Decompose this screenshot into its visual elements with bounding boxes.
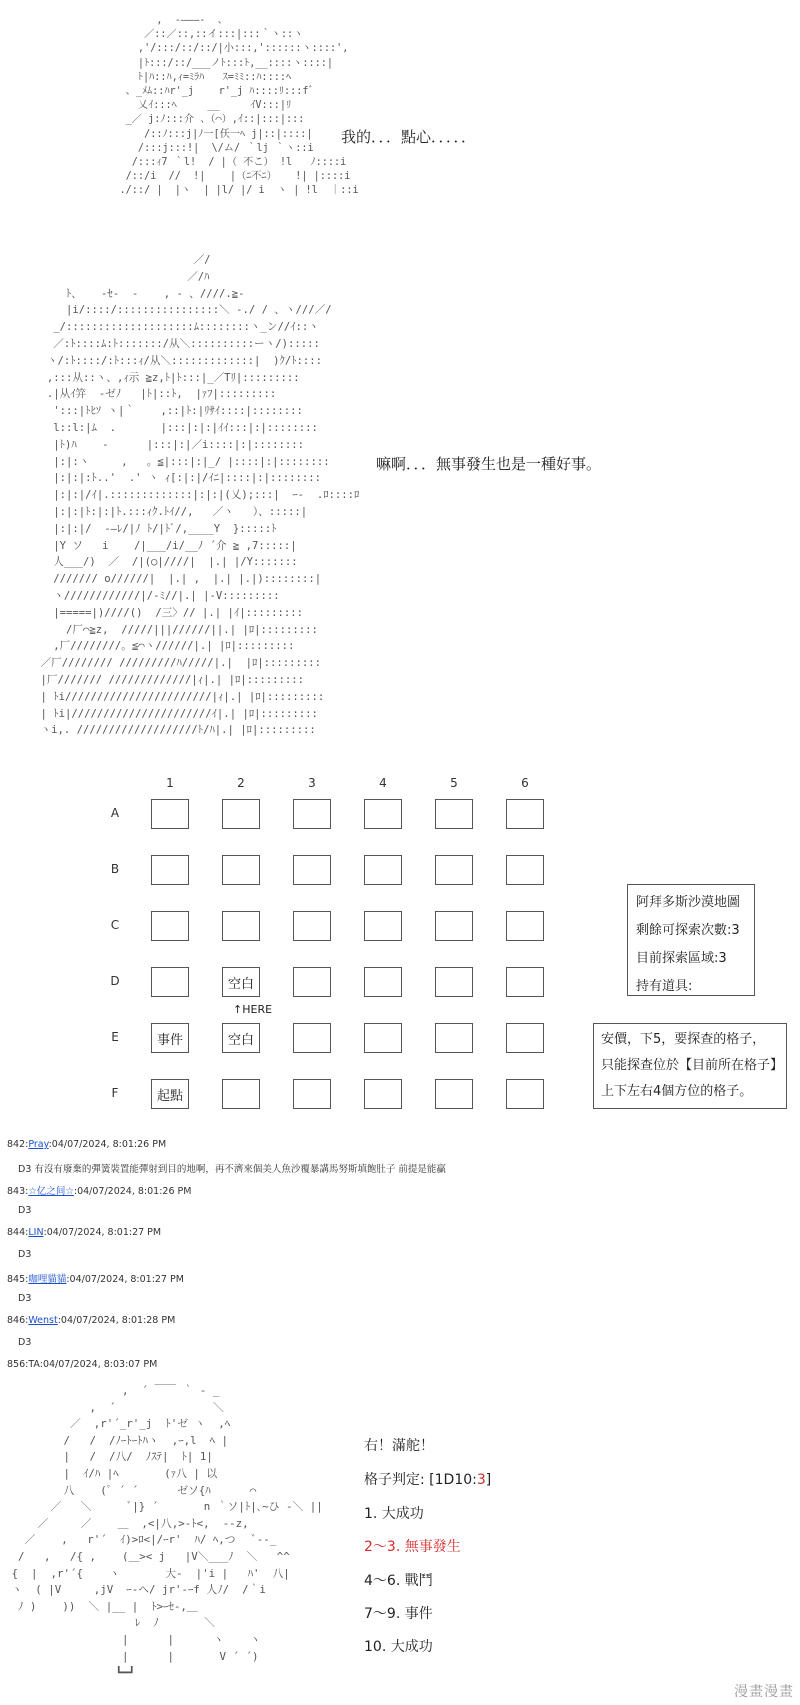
map-cell-d6 <box>506 967 544 997</box>
map-cell-c1 <box>151 911 189 941</box>
map-cell-b3 <box>293 855 331 885</box>
map-cell-a2 <box>222 799 260 829</box>
map-cell-b6 <box>506 855 544 885</box>
post-number: 842: <box>7 1139 29 1150</box>
post-header <box>7 1139 166 1150</box>
watermark: 漫畫漫畫 <box>734 1684 794 1700</box>
row-label-b: B <box>110 862 120 876</box>
speech-line-1: 我的．．．點心．．．．． <box>341 128 477 146</box>
map-cell-f4 <box>364 1079 402 1109</box>
post-number: 843: <box>7 1186 29 1197</box>
column-label-5: 5 <box>450 776 458 790</box>
roll-value: 3 <box>476 1472 486 1488</box>
anchor-note-box <box>593 1023 787 1109</box>
map-cell-e3 <box>293 1023 331 1053</box>
map-cell-d4 <box>364 967 402 997</box>
map-cell-e4 <box>364 1023 402 1053</box>
post-username-link[interactable]: LIN <box>28 1227 44 1238</box>
map-cell-b2 <box>222 855 260 885</box>
post-number: 846: <box>7 1315 29 1326</box>
row-label-a: A <box>110 806 120 820</box>
map-cell-b4 <box>364 855 402 885</box>
row-label-c: C <box>110 918 120 932</box>
map-cell-b1 <box>151 855 189 885</box>
status-current-area: 目前探索區域:3 <box>636 951 727 966</box>
map-cell-e5 <box>435 1023 473 1053</box>
post-body: D3 <box>18 1293 32 1304</box>
post-username-link[interactable]: Pray <box>28 1139 49 1150</box>
post-number: 845: <box>7 1274 29 1285</box>
map-cell-e2: 空白 <box>222 1023 260 1053</box>
post-body: D3 <box>18 1249 32 1260</box>
note-line-3: 上下左右4個方位的格子。 <box>601 1084 753 1099</box>
map-cell-c3 <box>293 911 331 941</box>
outcome-item: 1. 大成功 <box>364 1506 424 1522</box>
outcome-item: 7～9. 事件 <box>364 1606 433 1622</box>
map-cell-a4 <box>364 799 402 829</box>
column-label-4: 4 <box>379 776 387 790</box>
post-timestamp: :04/07/2024, 8:01:26 PM <box>73 1186 192 1197</box>
map-cell-d2: 空白 <box>222 967 260 997</box>
map-cell-c5 <box>435 911 473 941</box>
map-cell-a6 <box>506 799 544 829</box>
speech-line-2: 嘛啊．．．無事發生也是一種好事。 <box>376 455 602 473</box>
post-header <box>7 1315 175 1326</box>
map-cell-f5 <box>435 1079 473 1109</box>
post-header <box>7 1183 191 1197</box>
column-label-1: 1 <box>166 776 174 790</box>
map-cell-d3 <box>293 967 331 997</box>
ascii-art-character-2: ／/ ／/ﾊ ﾄ、 -ｾ- ‐ , ‐ 、////.≧‐ |i/::::/::::::::::::::::＼ ‐./ / 、ヽ///／/ _/::::::::::::::::::::ﾑ::::::::ヽ_ン//ｲ::ヽ ／:ﾄ::::ﾑ:ﾄ:::::::/从＼::::::::::ーヽ/)::::: ヽ/:ﾄ::::/:ﾄ:::ｨ/从＼:::::::::::::| )ｸ/ﾄ:::: ,:::从::ヽ、,ｨ示 ≧z,ﾄ|ﾄ:::|_／Tﾘ|::::::::: .|从ｲ笄 ‐ゼﾉ |ﾄ|::ﾄ, |ｧﾌ|::::::::: ':::|ﾄﾋｿ ヽ|｀ ,::|ﾄ:|ﾘｻｲ::::|:::::::: l::l:|ﾑ . |:::|:|:|ｲｲ:::|:|:::::::: |ﾄ)ﾊ ‐ |:::|:|／i::::|:|:::::::: |:|:ヽ , 。≦|:::|:|_/ |::::|:|:::::::: |:|:|:ﾄ..' .' ヽ ｨ[:|:|/ｲﾆ|::::|:|:::::::: |:|:|/ｲ|.:::::::::::::|:|:|(乂);:::| ｰ‐ .ﾛ::::ﾛ |:|:|ﾄ:|:|ﾄ.:::ｨｸ.ﾄｲ//, ／ヽ ）、:::::| |:|:|/ ‐―ﾚ/|ﾉ ﾄ/|ﾄﾞ/,____Y }:::::ﾄ |Y ソ i /|___/i/__ﾉ ´介 ≧ ,7:::::| 人___/) ／ /|(○|////| |.| |/Y::::::: /////// o//////| |.| , |.| |.|)::::::::| ヽ////////////|/‐ﾐ//|.| |‐V::::::::: |=====|)////() /三〉// |.| |ｲ|::::::::: /厂⌒≧z, /////|||//////||.| |ﾛ|::::::::: ,厂////////。≦⌒ヽ//////|.| |ﾛ|::::::::: ／厂//////// /////////ﾊ/////|.| |ﾛ|::::::::: |厂/////// /////////////|ｨ|.| |ﾛ|::::::::: | ﾄi///////////////////////|ｨ|.| |ﾛ|::::::::: | ﾄi|//////////////////////ｲ|.| |ﾛ|::::::::: ヽi,. ///////////////////ﾄ/ﾊ|.| |ﾛ|::::::::: <box>40 254 360 737</box>
post-body: D3 有沒有廢棄的彈簧裝置能彈射到目的地啊，再不濟來個美人魚沙覆暴講馬努斯填飽肚子 前提是能贏 <box>18 1164 446 1175</box>
roll-result <box>364 1469 491 1489</box>
map-cell-a5 <box>435 799 473 829</box>
column-label-2: 2 <box>237 776 245 790</box>
post-body: D3 <box>18 1205 32 1216</box>
outcome-item: 4～6. 戰鬥 <box>364 1573 433 1589</box>
post-timestamp: :04/07/2024, 8:01:28 PM <box>57 1315 176 1326</box>
map-cell-e1: 事件 <box>151 1023 189 1053</box>
post-username-link[interactable]: 咖哩貓貓 <box>28 1274 67 1285</box>
map-cell-a3 <box>293 799 331 829</box>
post-number: 844: <box>7 1227 29 1238</box>
post-timestamp: :04/07/2024, 8:01:26 PM <box>48 1139 167 1150</box>
post-timestamp: :04/07/2024, 8:03:07 PM <box>39 1359 158 1370</box>
ascii-art-character-3: , ´ ￣￣ ｀ ‐ _ , ´ ＼ ／ ,r'´_r'_j ﾄ'ゼ ヽ ,ﾍ / / /ﾉｰﾄｰﾄﾊヽ ,ｰ,l ﾍ | | / /八/ ﾉｽﾃ| ﾄ| 1| | ｲ/ﾊ |ﾍ (ｧ八 | 以 八 (ﾟ ´ ´ ゼソ{ﾊ ⌒ ／ ＼ ﾞ|} ´ n ｀ソ|ﾄ|､~ひ ‐＼ || ／ ／ ＿ ,<|八,>‐ﾄ<, ‐-z, ／ , r'´ ｲ)>ﾛ<|/ｰr' ﾊ/ ﾍ,つ ﾞ‐-_ / , /{ , (＿>< j |V＼___ﾉ ＼ ^^ { | ,r'´{ ヽ 大‐ |'i | ﾊ' 八| ヽ ( |V ,jV ｰ‐ヘ/ jr'‐ｰf 人ﾉ/ /｀i ﾉ ) )) ＼ |__ | ﾄ>ｰｾ‐,＿ ﾚ ﾉ ＼ | | ヽ ヽ | | V ´ ´) ┗━┛ <box>11 1384 323 1680</box>
note-line-1: 安價，下5，要探查的格子， <box>601 1032 766 1047</box>
ascii-art-character-1: , -―――- 、 ／::／::,::イ:::|:::｀ヽ::ヽ ,'/:::/::/::/|小:::,'::::::ヽ::::', |ﾄ:::/::/___ノﾄ:::ﾄ,__::::ヽ::::| ﾄ|ﾊ::ﾊ,ｨ=ﾐﾗﾊ ｽ=ﾐﾐ::ﾊ::::ﾍ 、_ﾒﾑ::ﾊr'_j r'_j ﾊ::::ﾘ:::fﾞ 乂ｲ:::ﾍ __ ｲV:::|ﾘ _／ j:ﾉ:::介 、（⌒）,ｲ::|:::|::: /::ﾉ:::j|ﾉ一[仸一ﾍ j|::|::::| /:::j:::!| \/ム/ ｀lj ｀ヽ::i /:::ｨ7 ｀l! / |（ 不こ） !l ﾉ::::i /::/i // !| |（ﾆ不ﾆ） !| |::::i ./::/ | |ヽ | |l/ |/ i ヽ | !l ｜::i <box>119 15 359 197</box>
post-username-link[interactable]: ☆亿之间☆ <box>28 1186 74 1197</box>
map-cell-a1 <box>151 799 189 829</box>
row-label-f: F <box>111 1086 119 1100</box>
map-cell-c4 <box>364 911 402 941</box>
post-header <box>7 1271 184 1285</box>
map-cell-e6 <box>506 1023 544 1053</box>
status-map-name: 阿拜多斯沙漠地圖 <box>636 895 741 910</box>
roll-prefix: 格子判定: [1D10: <box>364 1472 477 1488</box>
post-username: TA <box>28 1359 40 1370</box>
row-label-e: E <box>111 1030 119 1044</box>
post-header <box>7 1359 157 1370</box>
map-cell-c6 <box>506 911 544 941</box>
map-cell-b5 <box>435 855 473 885</box>
post-timestamp: :04/07/2024, 8:01:27 PM <box>43 1227 162 1238</box>
map-cell-c2 <box>222 911 260 941</box>
roll-suffix: ] <box>485 1472 492 1488</box>
column-label-6: 6 <box>521 776 529 790</box>
here-marker: ↑HERE <box>233 1003 273 1016</box>
post-timestamp: :04/07/2024, 8:01:27 PM <box>66 1274 184 1285</box>
post-username-link[interactable]: Wenst <box>28 1315 58 1326</box>
post-body: D3 <box>18 1337 32 1348</box>
result-title: 右！滿舵！ <box>364 1438 434 1454</box>
outcome-item: 10. 大成功 <box>364 1639 433 1655</box>
map-cell-f2 <box>222 1079 260 1109</box>
map-cell-d1 <box>151 967 189 997</box>
map-cell-f6 <box>506 1079 544 1109</box>
column-label-3: 3 <box>308 776 316 790</box>
post-header <box>7 1227 161 1238</box>
outcome-item-highlighted: 2～3. 無事發生 <box>364 1539 461 1555</box>
map-status-box <box>627 884 755 996</box>
status-held-items: 持有道具: <box>636 979 693 994</box>
post-number: 856: <box>7 1359 29 1370</box>
status-remaining-explores: 剩餘可探索次數:3 <box>636 923 740 938</box>
map-cell-f3 <box>293 1079 331 1109</box>
note-line-2: 只能探查位於【目前所在格子】 <box>601 1058 784 1073</box>
map-cell-f1: 起點 <box>151 1079 189 1109</box>
row-label-d: D <box>110 974 120 988</box>
map-cell-d5 <box>435 967 473 997</box>
